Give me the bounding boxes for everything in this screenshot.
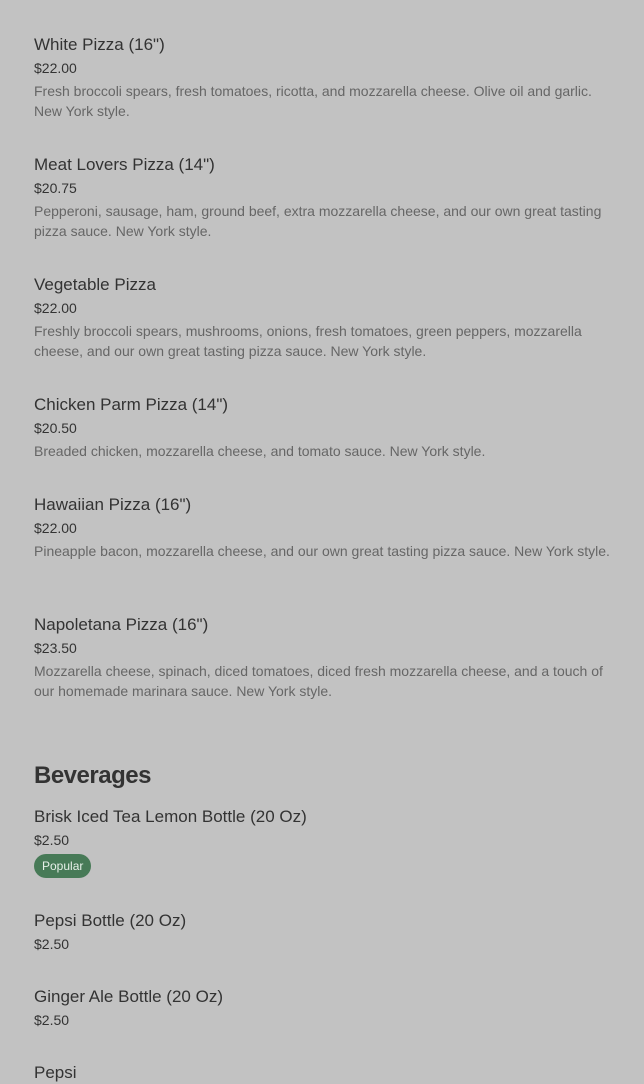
item-description: Pineapple bacon, mozzarella cheese, and our own great tasting pizza sauce. New York style. — [34, 543, 610, 559]
menu-item-ginger-ale-bottle[interactable] — [34, 986, 614, 1029]
item-price: $22.00 — [34, 520, 77, 536]
section-title-beverages: Beverages — [34, 762, 151, 789]
item-description: Fresh broccoli spears, fresh tomatoes, ricotta, and mozzarella cheese. Olive oil and garlic. New York style. — [34, 83, 592, 119]
item-name: Pepsi Bottle (20 Oz) — [34, 911, 187, 930]
item-name: Brisk Iced Tea Lemon Bottle (20 Oz) — [34, 807, 307, 826]
menu-item-vegetable-pizza[interactable] — [34, 274, 614, 361]
item-price: $20.75 — [34, 180, 77, 196]
item-name: Pepsi — [34, 1063, 77, 1082]
item-price: $22.00 — [34, 300, 77, 316]
menu-item-napoletana-pizza[interactable] — [34, 614, 614, 701]
menu-item-white-pizza[interactable] — [34, 34, 614, 121]
menu-item-hawaiian-pizza[interactable] — [34, 494, 614, 561]
item-description: Mozzarella cheese, spinach, diced tomatoes, diced fresh mozzarella cheese, and a touch of our homemade marinara sauce. New York style. — [34, 663, 603, 699]
item-price: $2.50 — [34, 936, 70, 952]
item-name: Vegetable Pizza — [34, 275, 156, 294]
item-name: Hawaiian Pizza (16") — [34, 495, 192, 514]
item-name: Meat Lovers Pizza (14") — [34, 155, 215, 174]
item-price: $22.00 — [34, 60, 77, 76]
item-price: $20.50 — [34, 420, 77, 436]
menu-item-chicken-parm-pizza[interactable] — [34, 394, 614, 461]
menu-item-brisk-iced-tea[interactable] — [34, 806, 614, 878]
menu-item-pepsi-bottle[interactable] — [34, 910, 614, 953]
item-description: Pepperoni, sausage, ham, ground beef, extra mozzarella cheese, and our own great tasting pizza sauce. New York style. — [34, 203, 602, 239]
item-price: $2.50 — [34, 1012, 70, 1028]
menu-item-meat-lovers-pizza[interactable] — [34, 154, 614, 241]
item-description: Breaded chicken, mozzarella cheese, and tomato sauce. New York style. — [34, 443, 486, 459]
item-name: Chicken Parm Pizza (14") — [34, 395, 229, 414]
item-description: Freshly broccoli spears, mushrooms, onions, fresh tomatoes, green peppers, mozzarella cheese, and our own great tasting pizza sauce. New York style. — [34, 323, 582, 359]
item-price: $2.50 — [34, 832, 70, 848]
item-price: $23.50 — [34, 640, 77, 656]
item-name: Napoletana Pizza (16") — [34, 615, 209, 634]
item-name: White Pizza (16") — [34, 35, 165, 54]
popular-badge: Popular — [34, 854, 91, 878]
menu-item-pepsi[interactable] — [34, 1062, 614, 1084]
item-name: Ginger Ale Bottle (20 Oz) — [34, 987, 223, 1006]
